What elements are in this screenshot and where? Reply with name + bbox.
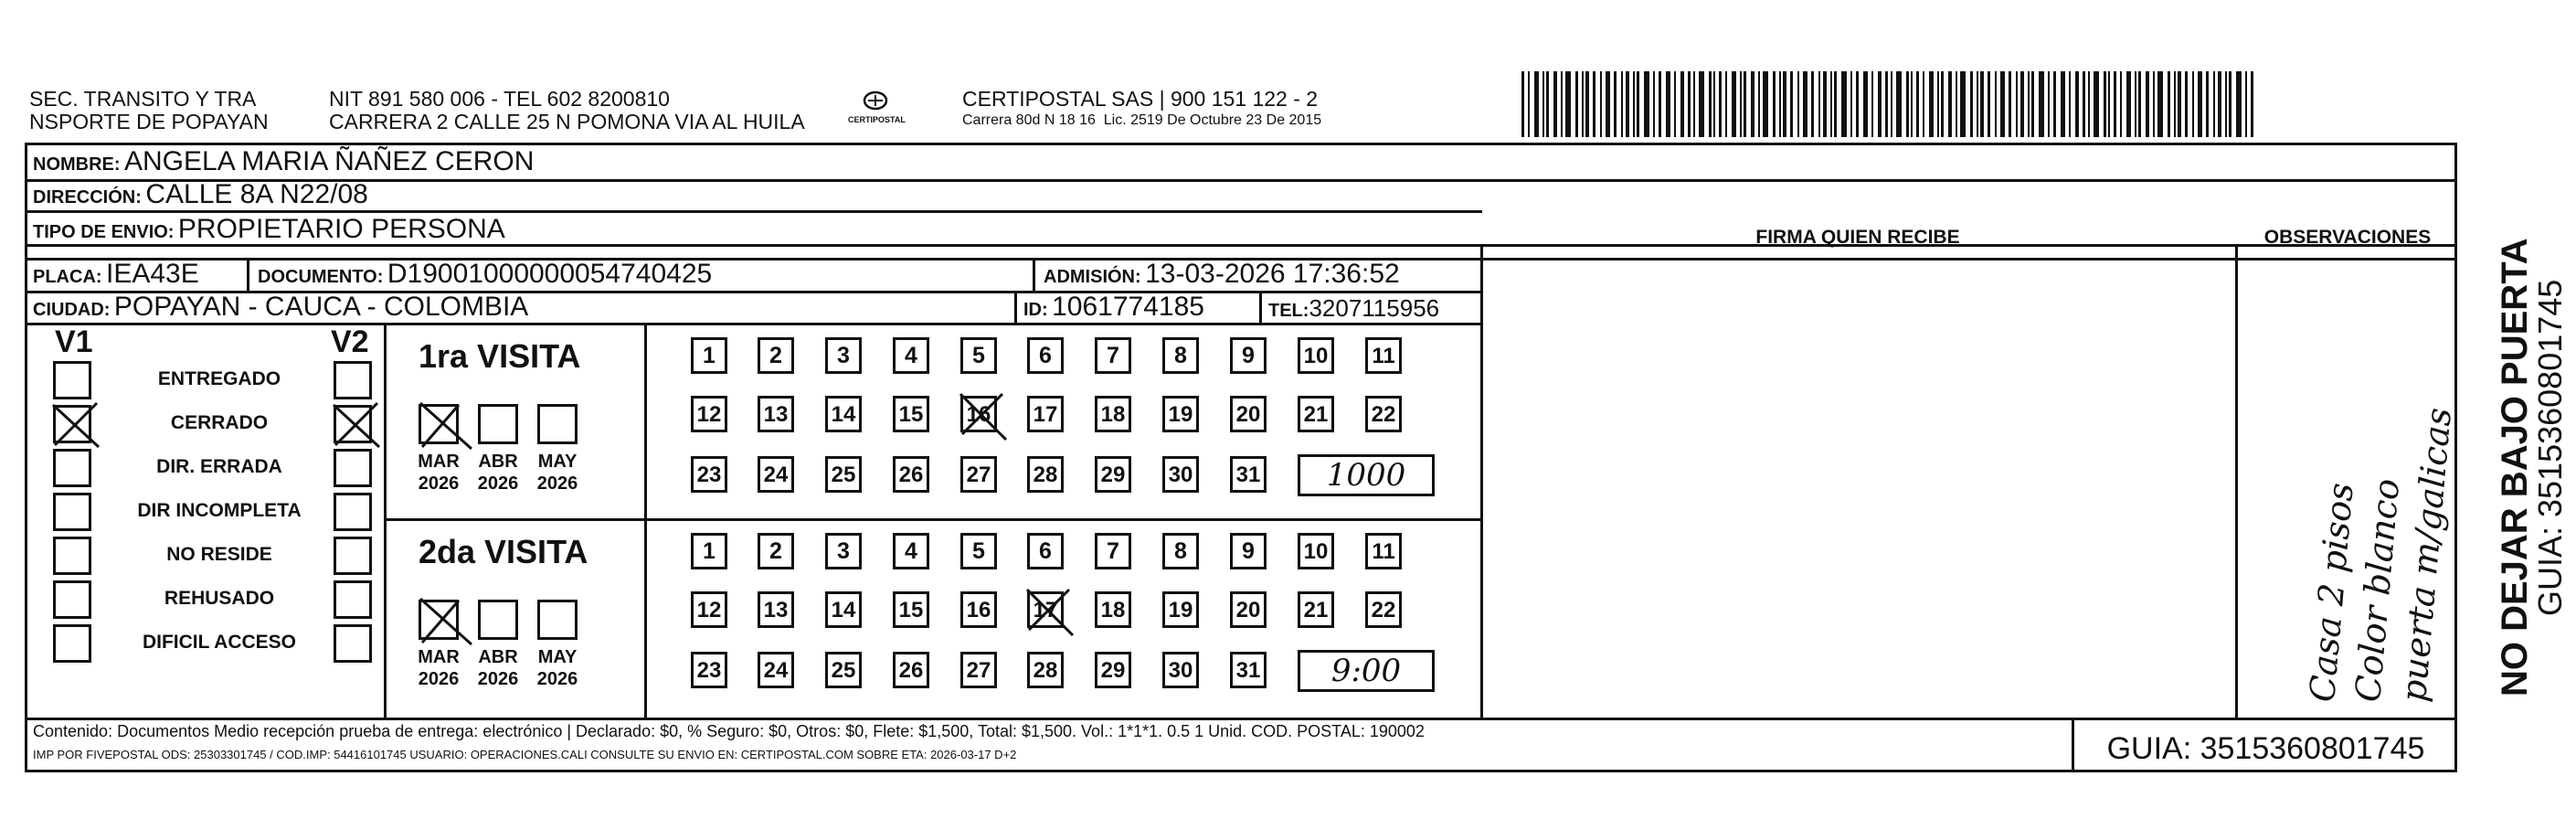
barcode-bar — [2094, 71, 2099, 137]
visit-title-1: 2da VISITA — [419, 533, 588, 570]
day-box-21[interactable]: 21 — [1298, 396, 1334, 432]
status-label-6: DIFICIL ACCESO — [142, 632, 296, 653]
nit-line-2: CARRERA 2 CALLE 25 N POMONA VIA AL HUILA — [329, 110, 805, 133]
day-box-30[interactable]: 30 — [1162, 652, 1199, 688]
barcode-bar — [1929, 71, 1934, 137]
barcode-bar — [1885, 71, 1888, 137]
barcode-bar — [1779, 71, 1781, 137]
barcode-bar — [2104, 71, 2106, 137]
v2-checkbox-1[interactable] — [334, 405, 372, 443]
ciudad-label: CIUDAD: — [33, 300, 111, 320]
day-box-24[interactable]: 24 — [758, 652, 794, 688]
v1-checkbox-2[interactable] — [53, 449, 91, 487]
day-box-15[interactable]: 15 — [893, 396, 929, 432]
barcode-bar — [1916, 71, 1919, 137]
barcode-bar — [1841, 71, 1847, 137]
barcode-bar — [1666, 71, 1670, 137]
day-box-2[interactable]: 2 — [758, 533, 794, 569]
placa-row — [33, 259, 199, 290]
day-box-28[interactable]: 28 — [1027, 652, 1064, 688]
barcode-bar — [1923, 71, 1924, 137]
barcode-bar — [1956, 71, 1957, 137]
day-box-26[interactable]: 26 — [893, 652, 929, 688]
day-box-14[interactable]: 14 — [825, 591, 862, 628]
barcode-bar — [1561, 71, 1563, 137]
barcode-bar — [1521, 71, 1524, 137]
status-label-5: REHUSADO — [164, 588, 275, 609]
day-box-16[interactable]: 16 — [960, 396, 997, 432]
firma-header: FIRMA QUIEN RECIBE — [1755, 227, 1960, 248]
obs-line-2: Color blanco — [2348, 476, 2408, 704]
year-label: 2026 — [536, 669, 578, 689]
sender-line-2: NSPORTE DE POPAYAN — [29, 110, 269, 133]
day-box-8[interactable]: 8 — [1162, 533, 1199, 569]
barcode-bar — [1995, 71, 1997, 137]
signature-area[interactable] — [1485, 261, 2232, 715]
barcode-bar — [2135, 71, 2136, 137]
v1-checkbox-1[interactable] — [53, 405, 91, 443]
barcode-bar — [2178, 71, 2181, 137]
observaciones-area[interactable] — [2238, 261, 2457, 715]
certipostal-logo — [848, 88, 906, 129]
v1-checkbox-0[interactable] — [53, 361, 91, 399]
status-label-2: DIR. ERRADA — [156, 456, 282, 477]
day-box-17[interactable]: 17 — [1027, 591, 1064, 628]
day-box-2[interactable]: 2 — [758, 337, 794, 374]
barcode-bar — [1977, 71, 1978, 137]
barcode-bar — [1970, 71, 1973, 137]
barcode-icon — [1521, 71, 2262, 137]
ciudad-row — [33, 292, 528, 323]
barcode-bar — [2009, 71, 2011, 137]
barcode-bar — [1593, 71, 1595, 137]
rule — [25, 210, 1482, 213]
barcode-bar — [1659, 71, 1661, 137]
barcode-bar — [1941, 71, 1944, 137]
day-box-11[interactable]: 11 — [1365, 533, 1402, 569]
logo-text: CERTIPOSTAL — [848, 115, 906, 124]
barcode-bar — [2000, 71, 2005, 137]
day-box-4[interactable]: 4 — [893, 337, 929, 374]
day-box-1[interactable]: 1 — [691, 533, 727, 569]
footer-guia: GUIA: 3515360801745 — [2106, 731, 2425, 766]
month-checkbox-mar[interactable] — [419, 600, 459, 640]
barcode-bar — [1980, 71, 1984, 137]
v1-checkbox-4[interactable] — [53, 537, 91, 575]
barcode-bar — [2146, 71, 2149, 137]
v2-checkbox-2[interactable] — [334, 449, 372, 487]
placa-label: PLACA: — [33, 267, 102, 287]
month-label: MAR — [418, 452, 460, 472]
barcode-bar — [1542, 71, 1544, 137]
barcode-bar — [2114, 71, 2116, 137]
documento-value: D19001000000054740425 — [387, 259, 713, 289]
barcode-bar — [2229, 71, 2231, 137]
v2-checkbox-6[interactable] — [334, 624, 372, 663]
barcode-bar — [1725, 71, 1727, 137]
barcode-bar — [1600, 71, 1602, 137]
barcode-bar — [1614, 71, 1617, 137]
day-box-10[interactable]: 10 — [1298, 533, 1334, 569]
day-box-7[interactable]: 7 — [1095, 337, 1131, 374]
rule — [1014, 291, 1017, 323]
id-label: ID: — [1023, 300, 1048, 320]
ciudad-value: POPAYAN - CAUCA - COLOMBIA — [113, 292, 529, 322]
obs-line-1: Casa 2 pisos — [2302, 481, 2361, 704]
month-label: MAR — [418, 647, 460, 667]
barcode-bar — [2138, 71, 2141, 137]
barcode-bar — [1637, 71, 1639, 137]
observaciones-header: OBSERVACIONES — [2263, 227, 2432, 248]
rule — [1480, 244, 1483, 718]
day-box-19[interactable]: 19 — [1162, 591, 1199, 628]
barcode-bar — [1582, 71, 1584, 137]
month-checkbox-may[interactable] — [537, 600, 578, 640]
barcode-bar — [1830, 71, 1832, 137]
barcode-bar — [2031, 71, 2034, 137]
barcode-bar — [1740, 71, 1742, 137]
year-label: 2026 — [477, 473, 519, 494]
barcode-bar — [1856, 71, 1859, 137]
nit-line-1: NIT 891 580 006 - TEL 602 8200810 — [329, 87, 670, 111]
month-label: MAY — [537, 647, 578, 667]
day-box-14[interactable]: 14 — [825, 396, 862, 432]
barcode-bar — [1575, 71, 1578, 137]
barcode-bar — [1719, 71, 1722, 137]
barcode-bar — [2236, 71, 2242, 137]
day-box-9[interactable]: 9 — [1230, 337, 1267, 374]
id-row — [1023, 292, 1204, 323]
barcode-bar — [1688, 71, 1691, 137]
footer-line-1: Contenido: Documentos Medio recepción prueba de entrega: electrónico | Declarado: $0, % Seguro: $0, Otros: $0, Flete: $1,500, Total: $1,500. Vol.: 1*1*1. 0.5 1 Unid. COD. POSTAL: 190002 — [33, 722, 1425, 740]
day-box-24[interactable]: 24 — [758, 456, 794, 493]
tel-label: TEL: — [1268, 301, 1309, 321]
barcode-bar — [1758, 71, 1760, 137]
day-box-23[interactable]: 23 — [691, 456, 727, 493]
day-box-18[interactable]: 18 — [1095, 396, 1131, 432]
nombre-label: NOMBRE: — [33, 154, 121, 175]
day-box-12[interactable]: 12 — [691, 396, 727, 432]
day-box-22[interactable]: 22 — [1365, 396, 1402, 432]
barcode-bar — [1818, 71, 1820, 137]
visit-title-0: 1ra VISITA — [419, 337, 581, 375]
day-box-18[interactable]: 18 — [1095, 591, 1131, 628]
direccion-label: DIRECCIÓN: — [33, 187, 142, 207]
day-box-17[interactable]: 17 — [1027, 396, 1064, 432]
month-label: ABR — [478, 647, 518, 667]
tipo-value: PROPIETARIO PERSONA — [177, 214, 505, 244]
barcode-bar — [1713, 71, 1715, 137]
rule — [1259, 291, 1262, 323]
barcode-bar — [2251, 71, 2253, 137]
day-box-3[interactable]: 3 — [825, 337, 862, 374]
barcode-bar — [2245, 71, 2247, 137]
month-label: MAY — [537, 452, 578, 472]
barcode-bar — [1621, 71, 1623, 137]
day-box-3[interactable]: 3 — [825, 533, 862, 569]
day-box-12[interactable]: 12 — [691, 591, 727, 628]
month-checkbox-mar[interactable] — [419, 404, 459, 444]
barcode-bar — [2048, 71, 2050, 137]
month-year — [534, 646, 581, 690]
v2-checkbox-0[interactable] — [334, 361, 372, 399]
year-label: 2026 — [536, 473, 578, 494]
direccion-row — [33, 179, 368, 210]
day-box-20[interactable]: 20 — [1230, 396, 1267, 432]
month-checkbox-may[interactable] — [537, 404, 578, 444]
barcode-bar — [1699, 71, 1704, 137]
status-label-1: CERRADO — [170, 412, 269, 433]
barcode-bar — [1546, 71, 1549, 137]
id-value: 1061774185 — [1052, 292, 1204, 322]
barcode-bar — [1803, 71, 1807, 137]
admision-label: ADMISIÓN: — [1044, 267, 1141, 287]
barcode-bar — [1891, 71, 1892, 137]
day-box-5[interactable]: 5 — [960, 337, 997, 374]
barcode-bar — [2053, 71, 2056, 137]
barcode-bar — [1606, 71, 1610, 137]
barcode-bar — [1644, 71, 1649, 137]
barcode-bar — [1850, 71, 1852, 137]
barcode-bar — [2225, 71, 2227, 137]
v2-checkbox-4[interactable] — [334, 537, 372, 575]
barcode-bar — [2213, 71, 2215, 137]
barcode-bar — [1565, 71, 1571, 137]
day-box-13[interactable]: 13 — [758, 591, 794, 628]
rule — [1033, 258, 1035, 291]
barcode-bar — [1653, 71, 1655, 137]
barcode-bar — [1626, 71, 1629, 137]
barcode-bar — [2020, 71, 2024, 137]
barcode-bar — [1633, 71, 1635, 137]
barcode-bar — [1834, 71, 1837, 137]
barcode-bar — [2168, 71, 2170, 137]
day-box-25[interactable]: 25 — [825, 456, 862, 493]
month-year — [534, 451, 581, 495]
barcode-bar — [1693, 71, 1695, 137]
barcode-bar — [1732, 71, 1736, 137]
day-box-9[interactable]: 9 — [1230, 533, 1267, 569]
rule — [384, 518, 1480, 521]
carrier-line-1: CERTIPOSTAL SAS | 900 151 122 - 2 — [962, 87, 1319, 111]
footer-line-2: IMP POR FIVEPOSTAL ODS: 25303301745 / COD.IMP: 54416101745 USUARIO: OPERACIONES.CALI CONSULTE SU ENVIO EN: CERTIPOSTAL.COM SOBRE ETA: 2026-03-17 D+2 — [33, 748, 1017, 761]
day-box-1[interactable]: 1 — [691, 337, 727, 374]
v2-checkbox-3[interactable] — [334, 493, 372, 531]
barcode-bar — [1811, 71, 1814, 137]
month-year — [415, 646, 462, 690]
day-box-7[interactable]: 7 — [1095, 533, 1131, 569]
v2-label: V2 — [331, 324, 369, 359]
barcode-bar — [2108, 71, 2110, 137]
rule — [25, 718, 2457, 720]
day-box-31[interactable]: 31 — [1230, 652, 1267, 688]
barcode-bar — [1871, 71, 1873, 137]
day-box-6[interactable]: 6 — [1027, 337, 1064, 374]
barcode-bar — [1674, 71, 1676, 137]
month-year — [474, 451, 522, 495]
month-checkbox-abr[interactable] — [478, 404, 518, 444]
direccion-value: CALLE 8A N22/08 — [145, 179, 368, 209]
barcode-bar — [1823, 71, 1827, 137]
day-box-16[interactable]: 16 — [960, 591, 997, 628]
day-box-19[interactable]: 19 — [1162, 396, 1199, 432]
month-year — [474, 646, 522, 690]
day-box-29[interactable]: 29 — [1095, 456, 1131, 493]
day-box-13[interactable]: 13 — [758, 396, 794, 432]
obs-line-3: puerta m/galicas — [2393, 406, 2459, 704]
tipo-label: TIPO DE ENVIO: — [33, 222, 175, 242]
barcode-bar — [1878, 71, 1882, 137]
barcode-bar — [2028, 71, 2030, 137]
barcode-bar — [1896, 71, 1902, 137]
barcode-bar — [1534, 71, 1539, 137]
barcode-bar — [2088, 71, 2090, 137]
status-label-3: DIR INCOMPLETA — [137, 500, 302, 521]
admision-value: 13-03-2026 17:36:52 — [1145, 259, 1400, 289]
barcode-bar — [2206, 71, 2209, 137]
barcode-bar — [1863, 71, 1868, 137]
day-box-27[interactable]: 27 — [960, 456, 997, 493]
day-box-29[interactable]: 29 — [1095, 652, 1131, 688]
rule — [25, 179, 2457, 182]
tel-row — [1268, 294, 1439, 323]
year-label: 2026 — [418, 473, 460, 494]
barcode-bar — [2192, 71, 2194, 137]
day-box-11[interactable]: 11 — [1365, 337, 1402, 374]
barcode-bar — [2157, 71, 2163, 137]
barcode-bar — [2083, 71, 2085, 137]
barcode-bar — [2016, 71, 2018, 137]
barcode-bar — [1709, 71, 1712, 137]
sender-line-1: SEC. TRANSITO Y TRA — [29, 87, 257, 111]
nombre-value: ANGELA MARIA ÑAÑEZ CERON — [124, 146, 535, 176]
month-label: ABR — [478, 452, 518, 472]
rule — [247, 258, 249, 291]
day-box-23[interactable]: 23 — [691, 652, 727, 688]
day-box-28[interactable]: 28 — [1027, 456, 1064, 493]
barcode-bar — [1790, 71, 1793, 137]
barcode-bar — [2061, 71, 2065, 137]
documento-label: DOCUMENTO: — [258, 267, 384, 287]
placa-value: IEA43E — [106, 259, 199, 289]
visit-time-handwritten[interactable]: 9:00 — [1298, 650, 1435, 692]
month-year — [415, 451, 462, 495]
barcode-bar — [2126, 71, 2131, 137]
barcode-bar — [2198, 71, 2202, 137]
barcode-bar — [1763, 71, 1768, 137]
barcode-bar — [1948, 71, 1952, 137]
day-box-26[interactable]: 26 — [893, 456, 929, 493]
barcode-bar — [1585, 71, 1589, 137]
barcode-bar — [2075, 71, 2079, 137]
barcode-bar — [2069, 71, 2071, 137]
day-box-21[interactable]: 21 — [1298, 591, 1334, 628]
barcode-bar — [1553, 71, 1557, 137]
month-checkbox-abr[interactable] — [478, 600, 518, 640]
day-box-27[interactable]: 27 — [960, 652, 997, 688]
barcode-bar — [1751, 71, 1754, 137]
barcode-bar — [2218, 71, 2221, 137]
barcode-bar — [2120, 71, 2122, 137]
carrier-line-2: Carrera 80d N 18 16 Lic. 2519 De Octubre 23 De 2015 — [962, 112, 1322, 128]
day-box-4[interactable]: 4 — [893, 533, 929, 569]
barcode-bar — [1937, 71, 1939, 137]
barcode-bar — [1773, 71, 1776, 137]
barcode-bar — [1960, 71, 1966, 137]
barcode-bar — [1988, 71, 1990, 137]
rule — [25, 323, 1482, 325]
day-box-8[interactable]: 8 — [1162, 337, 1199, 374]
barcode-bar — [1680, 71, 1684, 137]
tipo-row — [33, 214, 505, 245]
day-box-20[interactable]: 20 — [1230, 591, 1267, 628]
admision-row — [1044, 259, 1400, 290]
tel-value: 3207115956 — [1309, 294, 1440, 322]
status-label-0: ENTREGADO — [157, 368, 281, 389]
status-label-4: NO RESIDE — [166, 544, 272, 565]
day-box-30[interactable]: 30 — [1162, 456, 1199, 493]
barcode-bar — [1528, 71, 1530, 137]
barcode-bar — [1783, 71, 1786, 137]
v1-label: V1 — [55, 324, 93, 359]
day-box-6[interactable]: 6 — [1027, 533, 1064, 569]
day-box-10[interactable]: 10 — [1298, 337, 1334, 374]
v1-checkbox-6[interactable] — [53, 624, 91, 663]
v1-checkbox-3[interactable] — [53, 493, 91, 531]
no-dejar-bajo-puerta: NO DEJAR BAJO PUERTA — [2495, 238, 2535, 697]
visit-time-handwritten[interactable]: 1000 — [1298, 454, 1435, 496]
day-box-5[interactable]: 5 — [960, 533, 997, 569]
day-box-25[interactable]: 25 — [825, 652, 862, 688]
v2-checkbox-5[interactable] — [334, 580, 372, 619]
day-box-22[interactable]: 22 — [1365, 591, 1402, 628]
barcode-bar — [1744, 71, 1746, 137]
v1-checkbox-5[interactable] — [53, 580, 91, 619]
documento-row — [258, 259, 712, 290]
year-label: 2026 — [477, 669, 519, 689]
day-box-15[interactable]: 15 — [893, 591, 929, 628]
barcode-bar — [2039, 71, 2044, 137]
barcode-bar — [2185, 71, 2188, 137]
side-guia: GUIA: 3515360801745 — [2531, 279, 2569, 616]
barcode-bar — [1906, 71, 1909, 137]
barcode-bar — [2174, 71, 2176, 137]
barcode-bar — [2153, 71, 2155, 137]
barcode-bar — [1797, 71, 1799, 137]
barcode-bar — [1911, 71, 1913, 137]
year-label: 2026 — [418, 669, 460, 689]
day-box-31[interactable]: 31 — [1230, 456, 1267, 493]
nombre-row — [33, 146, 534, 177]
